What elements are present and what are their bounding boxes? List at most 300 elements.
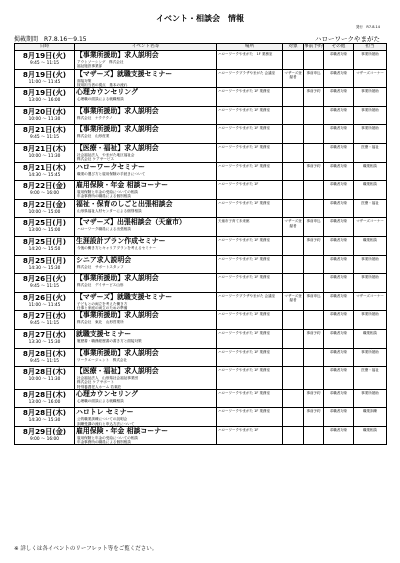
event-reservation: 事前申込 — [306, 219, 321, 224]
event-cell — [75, 408, 217, 427]
event-reservation: 事前申込 — [306, 70, 321, 75]
header-place: 場所 — [217, 44, 283, 51]
event-other: 求職者対象 — [329, 70, 348, 75]
event-time: 9:45 ～ 11:15 — [29, 358, 60, 364]
department-cell — [354, 311, 387, 330]
event-description: 採用担当者の視点 基本の流れ — [77, 82, 128, 87]
department-cell — [354, 69, 387, 88]
event-row — [15, 311, 387, 330]
target-cell — [283, 143, 304, 162]
event-place: ハローワークやまがた 1F — [218, 182, 259, 187]
event-description: 年金事務所の職員による個別相談 — [77, 194, 131, 199]
event-department: 医療・福祉 — [361, 368, 379, 373]
event-row — [15, 125, 387, 144]
event-name: ハローワークセミナー — [76, 162, 145, 171]
event-cell — [75, 274, 217, 293]
event-target — [283, 274, 303, 275]
target-cell — [283, 274, 304, 293]
event-place: ハローワークやまがた 1F — [218, 427, 259, 432]
event-name: 心理カウンセリング — [76, 389, 138, 398]
event-place: ハローワークプラザやまがた 会議室 — [218, 293, 276, 298]
event-cell — [75, 348, 217, 367]
event-place: ハローワークやまがた 1F 業務室 — [218, 144, 270, 149]
event-cell — [75, 292, 217, 311]
event-time: 11:00 ～ 11:45 — [28, 302, 61, 308]
event-cell — [75, 199, 217, 218]
reservation-cell — [304, 69, 324, 88]
event-time: 9:45 ～ 11:15 — [29, 61, 60, 66]
datetime-cell — [15, 143, 75, 162]
event-place: ハローワークやまがた 1F 業務室 — [218, 126, 270, 131]
event-target — [283, 107, 303, 108]
event-description: 雇用保険と年金の受給についての相談 — [77, 190, 139, 195]
target-cell — [283, 292, 304, 311]
datetime-cell — [15, 125, 75, 144]
event-cell — [75, 181, 217, 200]
event-name: 生涯設計プラン作成セミナー — [76, 236, 166, 245]
event-reservation — [304, 200, 323, 201]
event-description: 株式会社 サポートスタッフ — [77, 264, 124, 269]
event-name: 雇用保険・年金 相談コーナー — [76, 181, 168, 190]
event-cell — [75, 426, 217, 445]
event-department: 事業所援助 — [361, 349, 379, 354]
department-cell — [354, 255, 387, 274]
event-cell — [75, 329, 217, 348]
event-other: 求職者対象 — [329, 163, 348, 168]
event-description: ワークエージェント 株式会社 — [77, 357, 128, 362]
place-cell — [217, 367, 283, 390]
event-row — [15, 88, 387, 107]
target-cell — [283, 389, 304, 408]
header-other: その他 — [324, 44, 354, 51]
other-cell — [324, 389, 354, 408]
event-other: 求職者対象 — [329, 107, 348, 112]
event-date: 8月25日(月) — [22, 236, 67, 246]
event-cell — [75, 218, 217, 237]
department-cell — [354, 181, 387, 200]
organization-name: ハローワークやまがた — [315, 35, 380, 43]
event-name: 【事業所援助】求人説明会 — [76, 51, 159, 59]
event-name: 【事業所援助】求人説明会 — [76, 125, 159, 134]
event-date: 8月21日(木) — [22, 125, 67, 135]
event-other: 求職者対象 — [329, 182, 348, 187]
department-cell — [354, 199, 387, 218]
event-reservation — [304, 427, 323, 428]
datetime-cell — [15, 199, 75, 218]
event-time: 14:20 ～ 15:50 — [28, 246, 61, 252]
event-department: マザーズコーナー — [356, 293, 384, 298]
event-place: ハローワークやまがた 1F 業務室 — [218, 275, 270, 280]
event-name: 【マザーズ】就職支援セミナー — [76, 292, 173, 301]
place-cell — [217, 218, 283, 237]
event-description: 社会福祉法人 山形県社会福祉事業団 — [77, 376, 139, 381]
event-reservation — [304, 144, 323, 145]
event-reservation — [304, 311, 323, 312]
place-cell — [217, 106, 283, 125]
event-time: 14:30 ～ 15:30 — [28, 418, 61, 424]
event-reservation — [304, 349, 323, 350]
event-department: 事業所援助 — [361, 126, 379, 131]
event-name: 【医療・福祉】求人説明会 — [76, 143, 159, 152]
event-target: マザーズ登録者 — [284, 219, 302, 228]
event-name: 雇用保険・年金 相談コーナー — [76, 426, 168, 435]
place-cell — [217, 426, 283, 445]
event-reservation — [304, 181, 323, 182]
event-department: 事業所援助 — [361, 390, 379, 395]
reservation-cell — [304, 143, 324, 162]
event-reservation — [304, 107, 323, 108]
reservation-cell — [304, 218, 324, 237]
event-reservation: 事前予約 — [306, 237, 321, 242]
event-name: ハロトレ セミナー — [76, 408, 134, 417]
event-time: 13:00 ～ 16:00 — [28, 98, 61, 104]
target-cell — [283, 181, 304, 200]
event-row — [15, 218, 387, 237]
event-cell — [75, 106, 217, 125]
event-other: 求職者対象 — [329, 330, 348, 335]
event-place: ハローワークやまがた 1F 業務室 — [218, 409, 270, 414]
other-cell — [324, 274, 354, 293]
other-cell — [324, 236, 354, 255]
event-time: 13:30 ～ 15:30 — [28, 339, 61, 345]
event-department: 事業所援助 — [361, 89, 379, 94]
event-target — [283, 181, 303, 182]
header-datetime: 日時 — [15, 44, 75, 51]
other-cell — [324, 106, 354, 125]
event-description: 職業の選び方と雇用保険の手続きについて — [77, 171, 146, 176]
other-cell — [324, 181, 354, 200]
event-date: 8月25日(月) — [22, 218, 67, 228]
department-cell — [354, 408, 387, 427]
listing-period: 掲載期間 R7.8.16～9.15 — [14, 36, 87, 43]
event-description: 心理職の面談による就職相談 — [77, 398, 124, 403]
event-target — [283, 237, 303, 238]
other-cell — [324, 255, 354, 274]
event-description: 心理職の面談による就職相談 — [77, 97, 124, 102]
place-cell — [217, 389, 283, 408]
target-cell — [283, 329, 304, 348]
event-date: 8月21日(木) — [22, 162, 67, 172]
event-time: 11:00 ～ 11:45 — [28, 79, 61, 85]
event-date: 8月27日(水) — [22, 329, 67, 339]
event-department: 職業相談 — [363, 237, 377, 242]
datetime-cell — [15, 255, 75, 274]
event-description: 特別養護老人ホーム 若葉荘 — [77, 384, 122, 389]
department-cell — [354, 367, 387, 390]
event-reservation: 事前申込 — [306, 293, 321, 298]
event-name: 就職支援セミナー — [76, 329, 132, 338]
reservation-cell — [304, 367, 324, 390]
department-cell — [354, 292, 387, 311]
event-department: 事業所援助 — [361, 107, 379, 112]
other-cell — [324, 292, 354, 311]
event-place: ハローワークプラザやまがた 会議室 — [218, 70, 276, 75]
event-time: 9:45 ～ 11:15 — [29, 135, 60, 141]
other-cell — [324, 88, 354, 107]
event-target — [283, 200, 303, 201]
event-target — [283, 125, 303, 126]
event-time: 13:00 ～ 15:00 — [28, 228, 61, 234]
event-other: 求職者対象 — [329, 200, 348, 205]
event-cell — [75, 236, 217, 255]
other-cell — [324, 199, 354, 218]
datetime-cell — [15, 311, 75, 330]
target-cell — [283, 106, 304, 125]
datetime-cell — [15, 408, 75, 427]
event-cell — [75, 162, 217, 181]
department-cell — [354, 143, 387, 162]
event-department: 職業相談 — [363, 182, 377, 187]
event-name: 福祉・保育のしごと出張相談会 — [76, 199, 173, 208]
target-cell — [283, 88, 304, 107]
event-other: 求職者対象 — [329, 349, 348, 354]
target-cell — [283, 236, 304, 255]
event-description: 履歴書・職務経歴書の書き方と面接対策 — [77, 338, 142, 343]
department-cell — [354, 329, 387, 348]
other-cell — [324, 426, 354, 445]
event-department: 事業所援助 — [361, 312, 379, 317]
event-target — [283, 427, 303, 428]
event-department: 事業所援助 — [361, 256, 379, 261]
event-description: 訓練受講の流れと申込方法について — [77, 421, 135, 426]
other-cell — [324, 69, 354, 88]
event-place: ハローワークやまがた 1F 業務室 — [218, 163, 270, 168]
department-cell — [354, 162, 387, 181]
other-cell — [324, 51, 354, 70]
reservation-cell — [304, 274, 324, 293]
event-place: ハローワークやまがた 1F 業務室 — [218, 237, 270, 242]
event-target — [283, 88, 303, 89]
place-cell — [217, 348, 283, 367]
target-cell — [283, 199, 304, 218]
event-other: 求職者対象 — [329, 52, 348, 56]
event-description: 山形県福祉人材センターによる個別相談 — [77, 208, 142, 213]
event-other: 求職者対象 — [329, 390, 348, 395]
event-name: 【事業所援助】求人説明会 — [76, 348, 159, 357]
event-date: 8月19日(火) — [22, 88, 67, 98]
event-time: 10:00 ～ 11:30 — [28, 153, 61, 159]
target-cell — [283, 125, 304, 144]
reservation-cell — [304, 236, 324, 255]
event-date: 8月22日(金) — [22, 181, 67, 191]
event-other: 求職者対象 — [329, 409, 348, 414]
datetime-cell — [15, 88, 75, 107]
event-other: 求職者対象 — [329, 256, 348, 261]
footer-note: ※ 詳しくは各イベントのリーフレット等をご覧ください。 — [14, 546, 158, 552]
event-department: 事業所援助 — [361, 52, 379, 56]
event-place: ハローワークやまがた 1F 業務室 — [218, 107, 270, 112]
event-cell — [75, 143, 217, 162]
event-cell — [75, 51, 217, 70]
event-reservation — [304, 256, 323, 257]
place-cell — [217, 125, 283, 144]
event-cell — [75, 311, 217, 330]
event-cell — [75, 255, 217, 274]
event-department: 医療・福祉 — [361, 144, 379, 149]
reservation-cell — [304, 106, 324, 125]
header-event-name: イベント名等 — [75, 44, 217, 51]
department-cell — [354, 236, 387, 255]
reservation-cell — [304, 389, 324, 408]
reservation-cell — [304, 162, 324, 181]
target-cell — [283, 311, 304, 330]
reservation-cell — [304, 292, 324, 311]
event-place: ハローワークやまがた 1F 業務室 — [218, 368, 270, 373]
event-date: 8月19日(火) — [22, 69, 67, 79]
event-place: ハローワークやまがた 1F 業務室 — [218, 330, 270, 335]
event-date: 8月22日(金) — [22, 199, 67, 209]
other-cell — [324, 218, 354, 237]
event-name: 【医療・福祉】求人説明会 — [76, 367, 159, 376]
target-cell — [283, 408, 304, 427]
reservation-cell — [304, 348, 324, 367]
place-cell — [217, 88, 283, 107]
reservation-cell — [304, 426, 324, 445]
table-header-row — [15, 44, 387, 51]
event-place: 天童市子育て未来館 — [218, 219, 250, 224]
event-time: 10:00 ～ 11:30 — [28, 377, 61, 383]
department-cell — [354, 88, 387, 107]
datetime-cell — [15, 329, 75, 348]
event-description: 面接対策 — [77, 78, 92, 83]
event-row — [15, 162, 387, 181]
target-cell — [283, 367, 304, 390]
event-time: 10:00 ～ 15:00 — [28, 209, 61, 215]
reservation-cell — [304, 199, 324, 218]
event-description: 公的職業訓練についての説明会 — [77, 417, 128, 422]
event-department: 事業所援助 — [361, 275, 379, 280]
event-reservation: 事前予約 — [306, 330, 321, 335]
header-target: 対象 — [283, 44, 304, 51]
event-target — [283, 330, 303, 331]
event-date: 8月26日(火) — [22, 274, 67, 284]
event-row — [15, 408, 387, 427]
reservation-cell — [304, 181, 324, 200]
place-cell — [217, 236, 283, 255]
event-department: マザーズコーナー — [356, 219, 384, 224]
target-cell — [283, 348, 304, 367]
department-cell — [354, 389, 387, 408]
event-other: 求職者対象 — [329, 312, 348, 317]
event-target: マザーズ登録者 — [284, 293, 302, 302]
event-department: 職業相談 — [363, 330, 377, 335]
other-cell — [324, 162, 354, 181]
event-name: 【マザーズ】就職支援セミナー — [76, 69, 173, 78]
event-date: 8月20日(水) — [22, 106, 67, 116]
event-place: ハローワークやまがた 1F 業務室 — [218, 89, 270, 94]
datetime-cell — [15, 348, 75, 367]
event-target — [283, 408, 303, 409]
event-description: 株式会社 東北 山形営業所 — [77, 320, 124, 325]
event-cell — [75, 389, 217, 408]
event-description: 雇用保険と年金の受給についての相談 — [77, 435, 139, 440]
event-reservation — [304, 367, 323, 368]
event-other: 求職者対象 — [329, 89, 348, 94]
event-description: 株式会社 ケアサービス — [77, 157, 115, 162]
event-row — [15, 51, 387, 70]
event-row — [15, 143, 387, 162]
department-cell — [354, 348, 387, 367]
event-row — [15, 348, 387, 367]
reservation-cell — [304, 408, 324, 427]
place-cell — [217, 274, 283, 293]
event-cell — [75, 88, 217, 107]
event-date: 8月27日(水) — [22, 311, 67, 321]
event-cell — [75, 125, 217, 144]
place-cell — [217, 292, 283, 311]
event-name: 【事業所援助】求人説明会 — [76, 311, 159, 320]
header-reservation: 事前予約 — [304, 44, 323, 49]
datetime-cell — [15, 292, 75, 311]
event-description: 年金事務所の職員による個別相談 — [77, 440, 131, 445]
event-target — [283, 311, 303, 312]
event-time: 10:00 ～ 11:30 — [28, 116, 61, 122]
event-target — [283, 163, 303, 164]
event-place: ハローワークやまがた 1F 業務室 — [218, 349, 270, 354]
event-date: 8月25日(月) — [22, 255, 67, 265]
reservation-cell — [304, 125, 324, 144]
event-department: 職業訓練 — [363, 409, 377, 414]
place-cell — [217, 329, 283, 348]
event-date: 8月29日(金) — [22, 426, 67, 436]
event-name: 【マザーズ】出張相談会（天童市） — [76, 218, 186, 227]
event-department: 職業相談 — [363, 163, 377, 168]
event-row — [15, 367, 387, 390]
target-cell — [283, 426, 304, 445]
event-reservation: 事前予約 — [306, 390, 321, 395]
event-target — [283, 256, 303, 257]
event-time: 14:30 ～ 15:45 — [28, 172, 61, 178]
event-time: 9:45 ～ 11:15 — [29, 284, 60, 290]
event-row — [15, 389, 387, 408]
event-name: シニア求人説明会 — [76, 255, 132, 264]
place-cell — [217, 181, 283, 200]
department-cell — [354, 125, 387, 144]
place-cell — [217, 162, 283, 181]
event-target — [283, 367, 303, 368]
event-other: 求職者対象 — [329, 144, 348, 149]
event-description: 株式会社 ナクテクノ — [77, 115, 113, 120]
place-cell — [217, 199, 283, 218]
event-row — [15, 69, 387, 88]
other-cell — [324, 143, 354, 162]
event-time: 9:00 ～ 16:00 — [29, 191, 60, 197]
datetime-cell — [15, 367, 75, 390]
target-cell — [283, 69, 304, 88]
page-title: イベント・相談会 情報 — [156, 14, 244, 23]
event-other: 求職者対象 — [329, 126, 348, 131]
place-cell — [217, 408, 283, 427]
event-target: マザーズ登録者 — [284, 70, 302, 79]
event-time: 13:00 ～ 16:00 — [28, 399, 61, 405]
department-cell — [354, 218, 387, 237]
event-reservation: 事前予約 — [306, 163, 321, 168]
event-reservation: 事前予約 — [306, 89, 321, 94]
reservation-cell — [304, 311, 324, 330]
datetime-cell — [15, 106, 75, 125]
event-description: 今後の働き方とキャリアプランを考えるセミナー — [77, 245, 157, 250]
place-cell — [217, 143, 283, 162]
event-other: 求職者対象 — [329, 293, 348, 298]
event-reservation: 事前予約 — [306, 409, 321, 414]
reservation-cell — [304, 51, 324, 70]
event-description: 社会福祉法人 やまがた地区福祉会 — [77, 152, 135, 157]
event-row — [15, 255, 387, 274]
events-body — [15, 51, 387, 445]
event-row — [15, 426, 387, 445]
event-cell — [75, 367, 217, 390]
department-cell — [354, 106, 387, 125]
